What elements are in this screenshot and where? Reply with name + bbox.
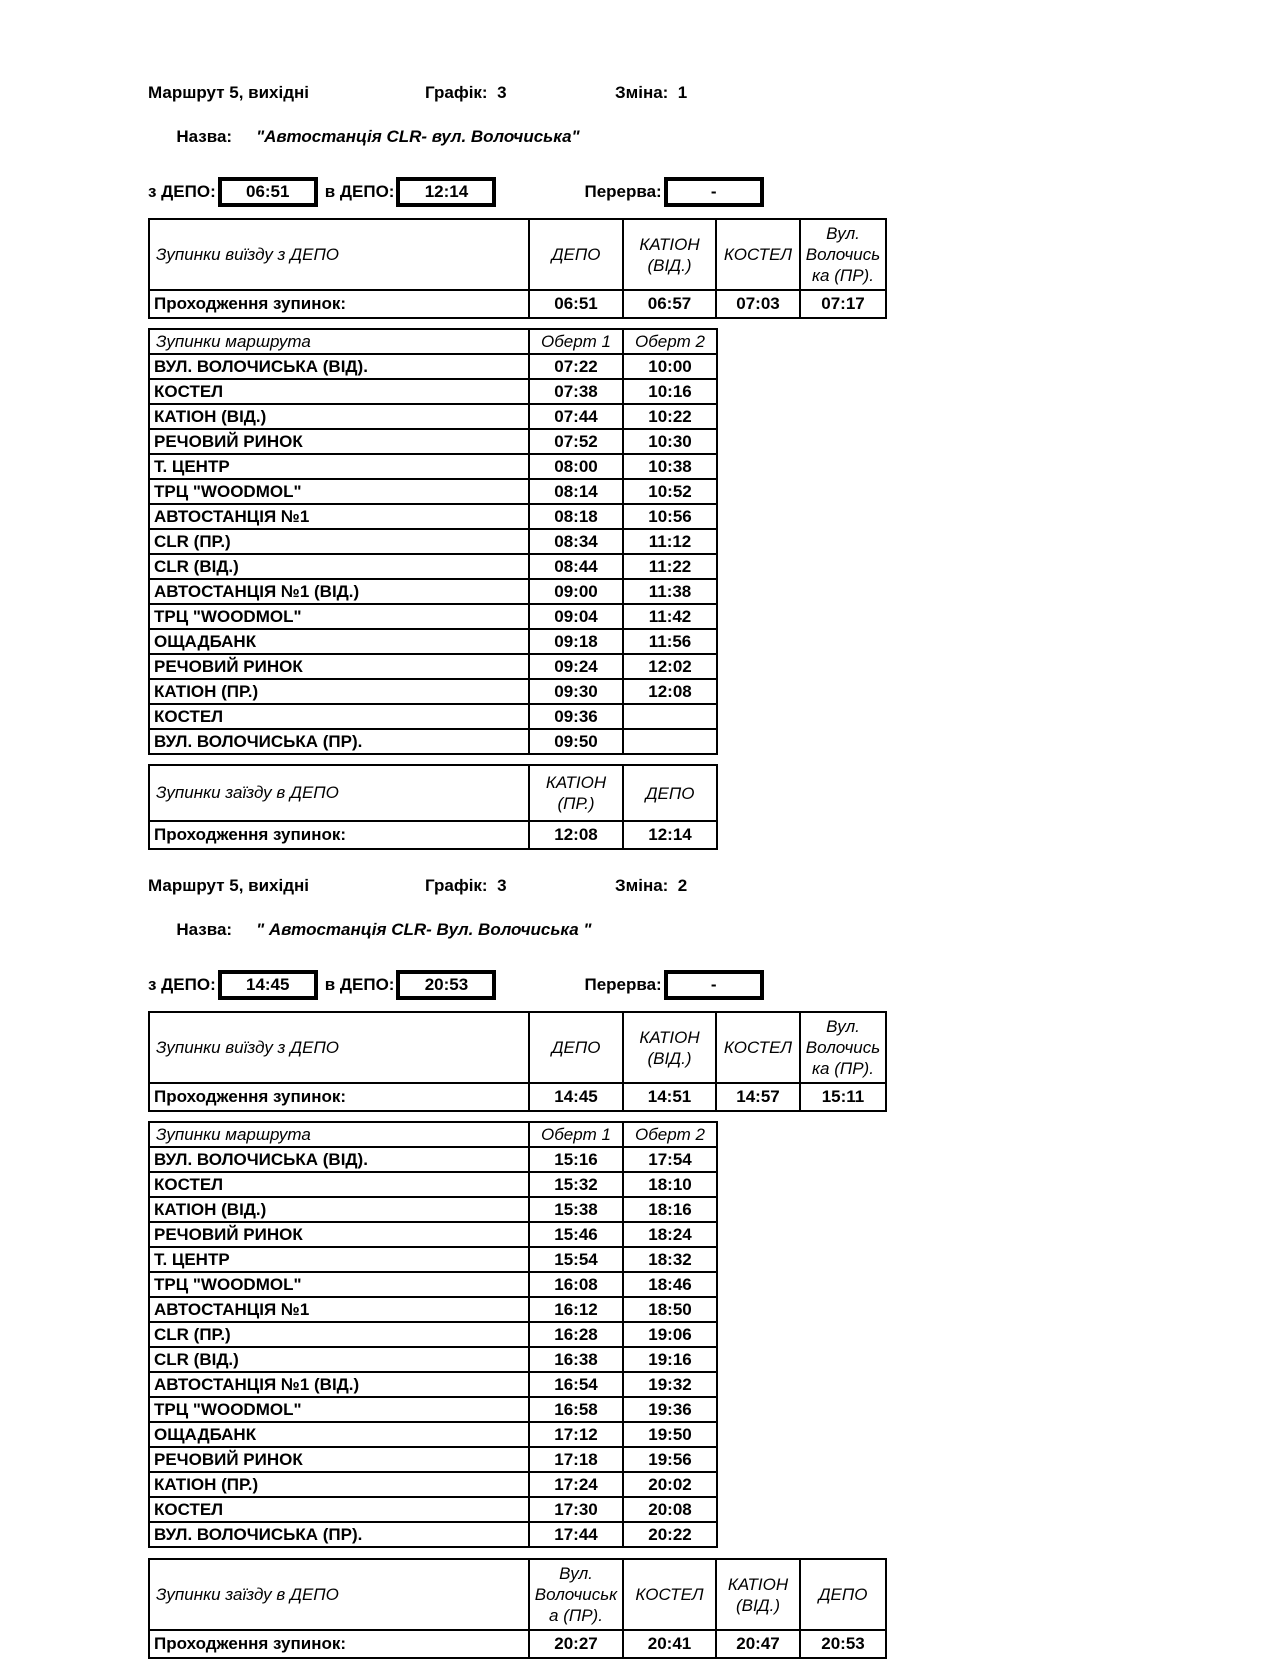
column-header: ДЕПО [529, 1012, 623, 1083]
stop-name: АВТОСТАНЦІЯ №1 [149, 504, 529, 529]
turn2-time: 17:54 [623, 1147, 717, 1172]
route-name-row [148, 900, 893, 960]
route-stops-table [148, 1121, 718, 1548]
stop-name: РЕЧОВИЙ РИНОК [149, 1447, 529, 1472]
shift-section-1 [148, 83, 893, 850]
passing-row-label: Проходження зупинок: [149, 1083, 529, 1111]
turn1-time: 08:34 [529, 529, 623, 554]
turn1-time: 08:14 [529, 479, 623, 504]
passing-time: 20:47 [716, 1630, 800, 1658]
depot-times-row [148, 176, 893, 208]
depot-times-row [148, 969, 893, 1001]
stop-row [149, 729, 717, 754]
stop-row [149, 454, 717, 479]
shift-group [615, 876, 687, 896]
schedule-group [425, 83, 615, 103]
column-header: Вул. Волочиська (ПР). [800, 1012, 886, 1083]
stop-row [149, 354, 717, 379]
to-depot-label: в ДЕПО: [324, 182, 395, 201]
stop-row [149, 1172, 717, 1197]
stops-return-label: Зупинки заїзду в ДЕПО [149, 765, 529, 821]
turn1-time: 08:44 [529, 554, 623, 579]
section-title-row [148, 876, 893, 896]
turn2-time: 10:38 [623, 454, 717, 479]
break-label: Перерва: [584, 975, 662, 994]
stop-row [149, 379, 717, 404]
stop-row [149, 1297, 717, 1322]
passing-row-label: Проходження зупинок: [149, 821, 529, 849]
stops-exit-label: Зупинки виїзду з ДЕПО [149, 219, 529, 290]
turn2-time: 10:52 [623, 479, 717, 504]
turn2-time: 19:56 [623, 1447, 717, 1472]
depot-exit-table [148, 218, 887, 319]
stop-name: КОСТЕЛ [149, 704, 529, 729]
turn1-time: 09:50 [529, 729, 623, 754]
turn1-time: 09:04 [529, 604, 623, 629]
turn1-time: 07:44 [529, 404, 623, 429]
route-rows [149, 354, 717, 754]
stop-row [149, 1147, 717, 1172]
stop-row [149, 1222, 717, 1247]
to-depot-label: в ДЕПО: [324, 975, 395, 994]
turn-column-header: Оберт 1 [529, 1122, 623, 1147]
stop-row [149, 679, 717, 704]
stop-name: ВУЛ. ВОЛОЧИСЬКА (ВІД). [149, 354, 529, 379]
turn2-time: 11:38 [623, 579, 717, 604]
turn1-time: 15:46 [529, 1222, 623, 1247]
stop-row [149, 1247, 717, 1272]
stop-name: КАТІОН (ПР.) [149, 1472, 529, 1497]
break-timebox: - [664, 177, 764, 207]
stop-row [149, 1322, 717, 1347]
stop-name: АВТОСТАНЦІЯ №1 (ВІД.) [149, 1372, 529, 1397]
stop-name: CLR (ВІД.) [149, 1347, 529, 1372]
turn2-time: 19:50 [623, 1422, 717, 1447]
route-stops-label: Зупинки маршрута [149, 1122, 529, 1147]
route-title: Маршрут 5, вихідні [148, 876, 310, 895]
turn2-time: 10:22 [623, 404, 717, 429]
route-name: "Автостанція CLR- вул. Волочиська" [256, 127, 580, 146]
stop-name: ТРЦ "WOODMOL" [149, 1397, 529, 1422]
stop-row [149, 629, 717, 654]
turn1-time: 09:36 [529, 704, 623, 729]
stop-row [149, 1497, 717, 1522]
column-header: КАТІОН (ВІД.) [716, 1559, 800, 1630]
turn1-time: 17:12 [529, 1422, 623, 1447]
stop-name: КОСТЕЛ [149, 1497, 529, 1522]
turn1-time: 08:00 [529, 454, 623, 479]
column-header: Вул. Волочиська (ПР). [529, 1559, 623, 1630]
stop-name: РЕЧОВИЙ РИНОК [149, 1222, 529, 1247]
turn1-time: 09:18 [529, 629, 623, 654]
column-header: КАТІОН (ВІД.) [623, 219, 716, 290]
turn-column-header: Оберт 2 [623, 329, 717, 354]
turn2-time: 20:08 [623, 1497, 717, 1522]
turn2-time: 12:02 [623, 654, 717, 679]
stop-name: ВУЛ. ВОЛОЧИСЬКА (ВІД). [149, 1147, 529, 1172]
turn2-time: 19:36 [623, 1397, 717, 1422]
stop-row [149, 604, 717, 629]
passing-row-label: Проходження зупинок: [149, 290, 529, 318]
stop-row [149, 554, 717, 579]
turn1-time: 09:24 [529, 654, 623, 679]
passing-time: 14:51 [623, 1083, 716, 1111]
passing-time: 06:51 [529, 290, 623, 318]
passing-time: 14:45 [529, 1083, 623, 1111]
turn2-time: 12:08 [623, 679, 717, 704]
passing-time: 07:03 [716, 290, 800, 318]
turn1-time: 15:54 [529, 1247, 623, 1272]
turn2-time: 10:16 [623, 379, 717, 404]
column-header: ДЕПО [800, 1559, 886, 1630]
stop-row [149, 1372, 717, 1397]
turn2-time: 18:46 [623, 1272, 717, 1297]
turn1-time: 16:38 [529, 1347, 623, 1372]
stop-name: ОЩАДБАНК [149, 629, 529, 654]
stop-name: ТРЦ "WOODMOL" [149, 479, 529, 504]
stop-name: ОЩАДБАНК [149, 1422, 529, 1447]
turn1-time: 07:52 [529, 429, 623, 454]
stop-row [149, 1422, 717, 1447]
stop-name: ТРЦ "WOODMOL" [149, 604, 529, 629]
to-depot-timebox: 20:53 [396, 970, 496, 1000]
turn1-time: 17:44 [529, 1522, 623, 1547]
stop-name: КАТІОН (ВІД.) [149, 1197, 529, 1222]
turn2-time: 11:22 [623, 554, 717, 579]
break-label: Перерва: [584, 182, 662, 201]
turn1-time: 07:38 [529, 379, 623, 404]
from-depot-label: з ДЕПО: [148, 182, 216, 201]
route-name: " Автостанція CLR- Вул. Волочиська " [256, 920, 592, 939]
turn2-time: 11:42 [623, 604, 717, 629]
column-header: КАТІОН (ПР.) [529, 765, 623, 821]
stop-row [149, 1472, 717, 1497]
from-depot-label: з ДЕПО: [148, 975, 216, 994]
stop-name: ВУЛ. ВОЛОЧИСЬКА (ПР). [149, 729, 529, 754]
stop-name: ВУЛ. ВОЛОЧИСЬКА (ПР). [149, 1522, 529, 1547]
turn1-time: 17:30 [529, 1497, 623, 1522]
passing-time: 12:08 [529, 821, 623, 849]
turn1-time: 15:16 [529, 1147, 623, 1172]
passing-time: 20:27 [529, 1630, 623, 1658]
stops-exit-label: Зупинки виїзду з ДЕПО [149, 1012, 529, 1083]
turn2-time: 20:02 [623, 1472, 717, 1497]
stop-row [149, 504, 717, 529]
depot-exit-table [148, 1011, 887, 1112]
to-depot-timebox: 12:14 [396, 177, 496, 207]
turn1-time: 09:00 [529, 579, 623, 604]
turn2-time: 18:24 [623, 1222, 717, 1247]
stop-row [149, 529, 717, 554]
turn1-time: 09:30 [529, 679, 623, 704]
route-name-row [148, 107, 893, 167]
route-title: Маршрут 5, вихідні [148, 83, 310, 102]
schedule-label: Графік: [425, 876, 488, 895]
passing-row-label: Проходження зупинок: [149, 1630, 529, 1658]
passing-time: 12:14 [623, 821, 717, 849]
turn1-time: 15:32 [529, 1172, 623, 1197]
shift-group [615, 83, 687, 103]
stop-name: CLR (ПР.) [149, 529, 529, 554]
stop-row [149, 654, 717, 679]
stop-row [149, 1197, 717, 1222]
stop-name: CLR (ПР.) [149, 1322, 529, 1347]
stop-name: Т. ЦЕНТР [149, 1247, 529, 1272]
turn2-time: 18:50 [623, 1297, 717, 1322]
route-stops-label: Зупинки маршрута [149, 329, 529, 354]
shift-value: 2 [677, 876, 688, 895]
stop-row [149, 1347, 717, 1372]
column-header: КОСТЕЛ [716, 219, 800, 290]
turn1-time: 17:24 [529, 1472, 623, 1497]
shift-label: Зміна: [615, 83, 669, 102]
passing-time: 20:41 [623, 1630, 716, 1658]
turn2-time: 19:06 [623, 1322, 717, 1347]
turn1-time: 07:22 [529, 354, 623, 379]
turn2-time [623, 729, 717, 754]
column-header: КАТІОН (ВІД.) [623, 1012, 716, 1083]
passing-time: 14:57 [716, 1083, 800, 1111]
passing-time: 07:17 [800, 290, 886, 318]
shift-label: Зміна: [615, 876, 669, 895]
column-header: КОСТЕЛ [623, 1559, 716, 1630]
turn2-time: 19:32 [623, 1372, 717, 1397]
turn1-time: 16:08 [529, 1272, 623, 1297]
stops-return-label: Зупинки заїзду в ДЕПО [149, 1559, 529, 1630]
name-label: Назва: [176, 127, 233, 146]
turn2-time: 10:00 [623, 354, 717, 379]
column-header: Вул. Волочиська (ПР). [800, 219, 886, 290]
stop-name: АВТОСТАНЦІЯ №1 [149, 1297, 529, 1322]
passing-time: 15:11 [800, 1083, 886, 1111]
turn2-time: 18:16 [623, 1197, 717, 1222]
turn2-time: 18:32 [623, 1247, 717, 1272]
stop-name: КАТІОН (ВІД.) [149, 404, 529, 429]
schedule-label: Графік: [425, 83, 488, 102]
turn1-time: 16:54 [529, 1372, 623, 1397]
turn2-time: 20:22 [623, 1522, 717, 1547]
stop-name: КОСТЕЛ [149, 379, 529, 404]
stop-name: АВТОСТАНЦІЯ №1 (ВІД.) [149, 579, 529, 604]
stop-row [149, 404, 717, 429]
stop-row [149, 479, 717, 504]
depot-return-table [148, 764, 718, 850]
turn1-time: 17:18 [529, 1447, 623, 1472]
shift-section-2 [148, 876, 893, 1659]
stop-row [149, 1447, 717, 1472]
column-header: ДЕПО [623, 765, 717, 821]
name-label: Назва: [176, 920, 233, 939]
turn2-time: 11:56 [623, 629, 717, 654]
turn2-time: 10:30 [623, 429, 717, 454]
route-rows [149, 1147, 717, 1547]
depot-return-table [148, 1558, 887, 1659]
turn2-time: 18:10 [623, 1172, 717, 1197]
stop-row [149, 1522, 717, 1547]
stop-name: CLR (ВІД.) [149, 554, 529, 579]
stop-row [149, 1272, 717, 1297]
stop-name: РЕЧОВИЙ РИНОК [149, 654, 529, 679]
turn1-time: 08:18 [529, 504, 623, 529]
turn-column-header: Оберт 1 [529, 329, 623, 354]
stop-row [149, 579, 717, 604]
timetable-page [148, 83, 893, 1659]
route-stops-table [148, 328, 718, 755]
turn1-time: 16:28 [529, 1322, 623, 1347]
schedule-value: 3 [497, 876, 507, 895]
turn1-time: 16:58 [529, 1397, 623, 1422]
turn2-time: 10:56 [623, 504, 717, 529]
section-title-row [148, 83, 893, 103]
stop-name: ТРЦ "WOODMOL" [149, 1272, 529, 1297]
shift-value: 1 [677, 83, 688, 102]
stop-name: КОСТЕЛ [149, 1172, 529, 1197]
schedule-value: 3 [497, 83, 507, 102]
from-depot-timebox: 06:51 [218, 177, 318, 207]
column-header: КОСТЕЛ [716, 1012, 800, 1083]
stop-name: РЕЧОВИЙ РИНОК [149, 429, 529, 454]
turn1-time: 15:38 [529, 1197, 623, 1222]
passing-time: 20:53 [800, 1630, 886, 1658]
turn2-time: 11:12 [623, 529, 717, 554]
turn2-time: 19:16 [623, 1347, 717, 1372]
stop-row [149, 1397, 717, 1422]
column-header: ДЕПО [529, 219, 623, 290]
stop-row [149, 429, 717, 454]
turn1-time: 16:12 [529, 1297, 623, 1322]
break-timebox: - [664, 970, 764, 1000]
schedule-group [425, 876, 615, 896]
stop-row [149, 704, 717, 729]
stop-name: КАТІОН (ПР.) [149, 679, 529, 704]
turn-column-header: Оберт 2 [623, 1122, 717, 1147]
turn2-time [623, 704, 717, 729]
from-depot-timebox: 14:45 [218, 970, 318, 1000]
passing-time: 06:57 [623, 290, 716, 318]
stop-name: Т. ЦЕНТР [149, 454, 529, 479]
